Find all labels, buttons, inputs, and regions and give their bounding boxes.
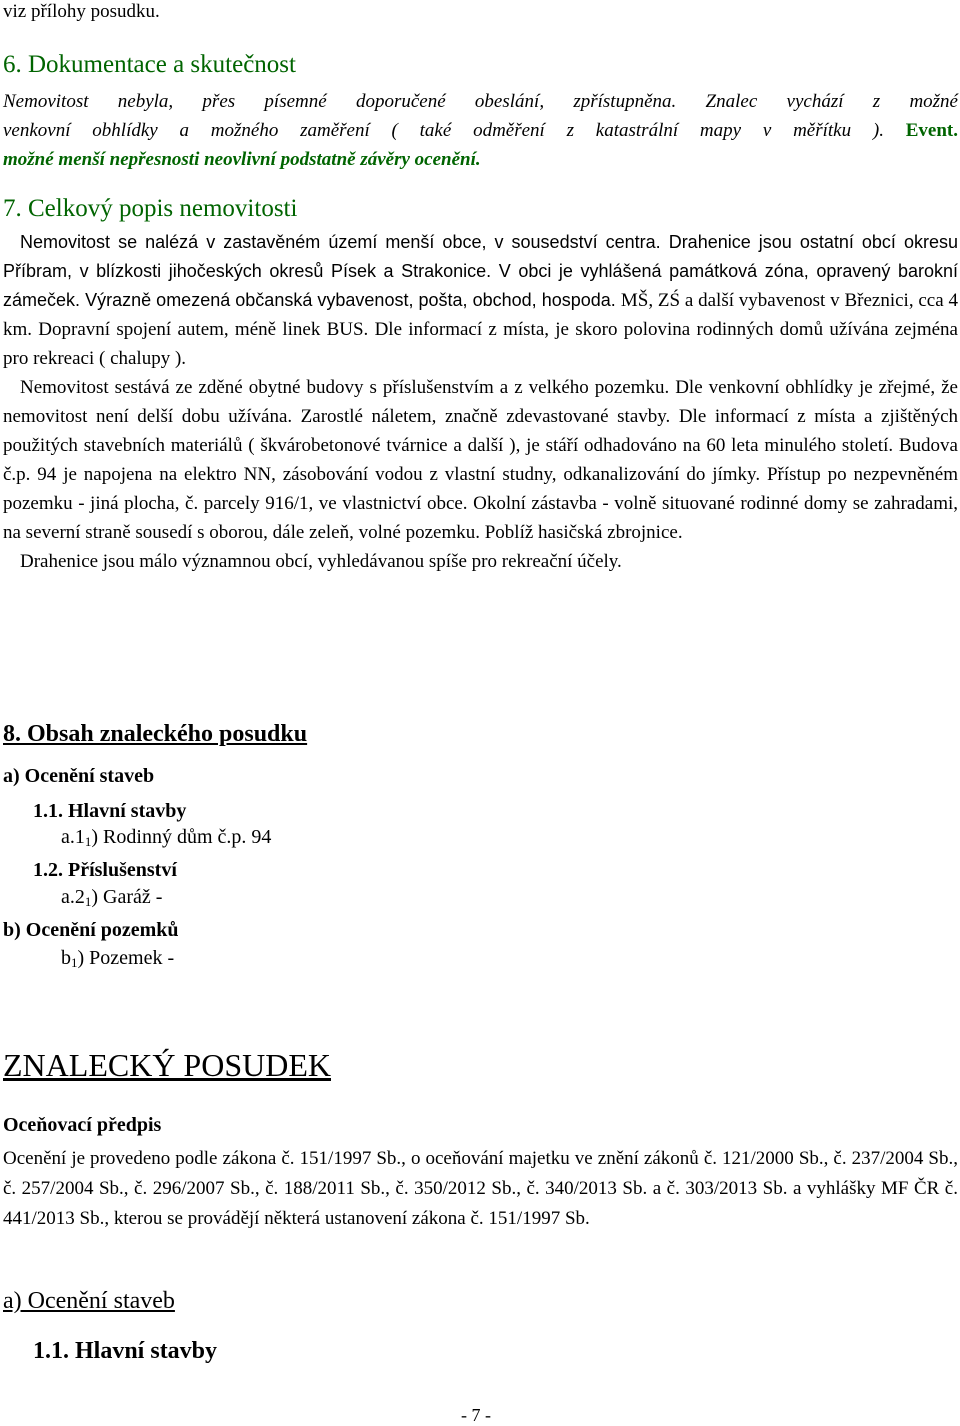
page-number: - 7 - [461,1405,491,1425]
section-7-text [3,228,958,576]
zp-a11-heading: 1.1. Hlavní stavby [33,1338,218,1364]
continuation-line: viz přílohy posudku. [3,1,160,22]
section-7-heading: 7. Celkový popis nemovitosti [3,195,298,222]
section-8-a12-item [61,883,162,916]
section-7-paragraph-1-sans: Nemovitost se nalézá v zastavěném území menší obce, v sousedství centra. Drahenice jsou ostatní obcí okresu Příbram, v blízkosti jihočeských okresů Písek a Strakonice. V obci je vyhlášená památková zóna, opravený barokní zámeček. Výrazně omezená občanská vybavenost, pošta, obchod, hospoda. [3,232,958,310]
section-8-b-item [61,944,174,977]
section-6-line-2 [3,116,958,145]
item-text: ) Pozemek - [77,947,175,969]
item-prefix: b [61,947,71,969]
section-8-a12-label: 1.2. Příslušenství [33,859,177,881]
item-subscript: 1 [71,955,78,970]
section-8-a11-label: 1.1. Hlavní stavby [33,800,187,822]
item-subscript: 1 [84,834,92,849]
ocenovaci-predpis-text: Ocenění je provedeno podle zákona č. 151/1997 Sb., o oceňování majetku ve znění zákonů č. 121/2000 Sb., č. 237/2004 Sb., č. 257/2004 Sb., č. 296/2007 Sb., č. 188/2011 Sb., č. 350/2012 Sb., č. 340/2013 Sb. a č. 303/2013 Sb. a vyhlášky MF ČR č. 441/2013 Sb., kterou se provádějí některá ustanovení zákona č. 151/1997 Sb. [3,1148,958,1229]
section-6-heading: 6. Dokumentace a skutečnost [3,51,296,78]
section-8-b-label: b) Ocenění pozemků [3,919,179,941]
section-8-a11-item [61,823,271,856]
section-7-paragraph-2: Nemovitost sestává ze zděné obytné budovy s příslušenstvím a z velkého pozemku. Dle venkovní obhlídky je zřejmé, že nemovitost není delší dobu užívána. Zarostlé náletem, značně zdevastované stavby. Dle informací z místa a zjištěných použitých stavebních materiálů ( škvárobetonové tvárnice a další ), je stáří odhadováno na 60 leta minulého století. Budova č.p. 94 je napojena na elektro NN, zásobování vodou z vlastní studny, odkanalizování do jímky. Přístup po nezpevněném pozemku - jiná plocha, č. parcely 916/1, ve vlastnictví obce. Okolní zástavba - volně situované rodinné domy se zahradami, na severní straně sousedí s oborou, dále zeleň, volné pozemku. Poblíž hasičská zbrojnice. [3,377,958,543]
item-text: ) Rodinný dům č.p. 94 [91,826,272,848]
section-7-paragraph-1 [3,228,958,373]
zp-a-heading: a) Ocenění staveb [3,1288,175,1314]
section-7-paragraph-1-serif: MŠ, ZŚ a další vybavenost v Březnici, cca 4 km. Dopravní spojení autem, méně linek BUS. Dle informací z místa, je skoro polovina rodinných domů užívána zejména pro rekreaci ( chalupy ). [3,290,958,369]
section-6-line-2-text: venkovní obhlídky a možného zaměření ( také odměření z katastrální mapy v měřítku ). [3,120,906,141]
item-prefix: a.2 [61,886,85,908]
ocenovaci-predpis-heading: Oceňovací předpis [3,1114,162,1136]
section-6-line-3: možné menší nepřesnosti neovlivní podstatně závěry ocenění. [3,149,481,170]
item-subscript: 1 [84,894,92,909]
section-6-line-1: Nemovitost nebyla, přes písemné doporučené obeslání, zpřístupněna. Znalec vychází z možné [3,91,958,112]
item-prefix: a.1 [61,826,85,848]
item-text: ) Garáž - [91,886,163,908]
section-8-a-label: a) Ocenění staveb [3,765,155,787]
znalecky-posudek-heading: ZNALECKÝ POSUDEK [3,1047,331,1083]
event-label: Event. [905,120,958,141]
section-8-heading: 8. Obsah znaleckého posudku [3,721,308,747]
section-6-text [3,87,958,174]
section-7-paragraph-3: Drahenice jsou málo významnou obcí, vyhledávanou spíše pro rekreační účely. [20,551,622,572]
